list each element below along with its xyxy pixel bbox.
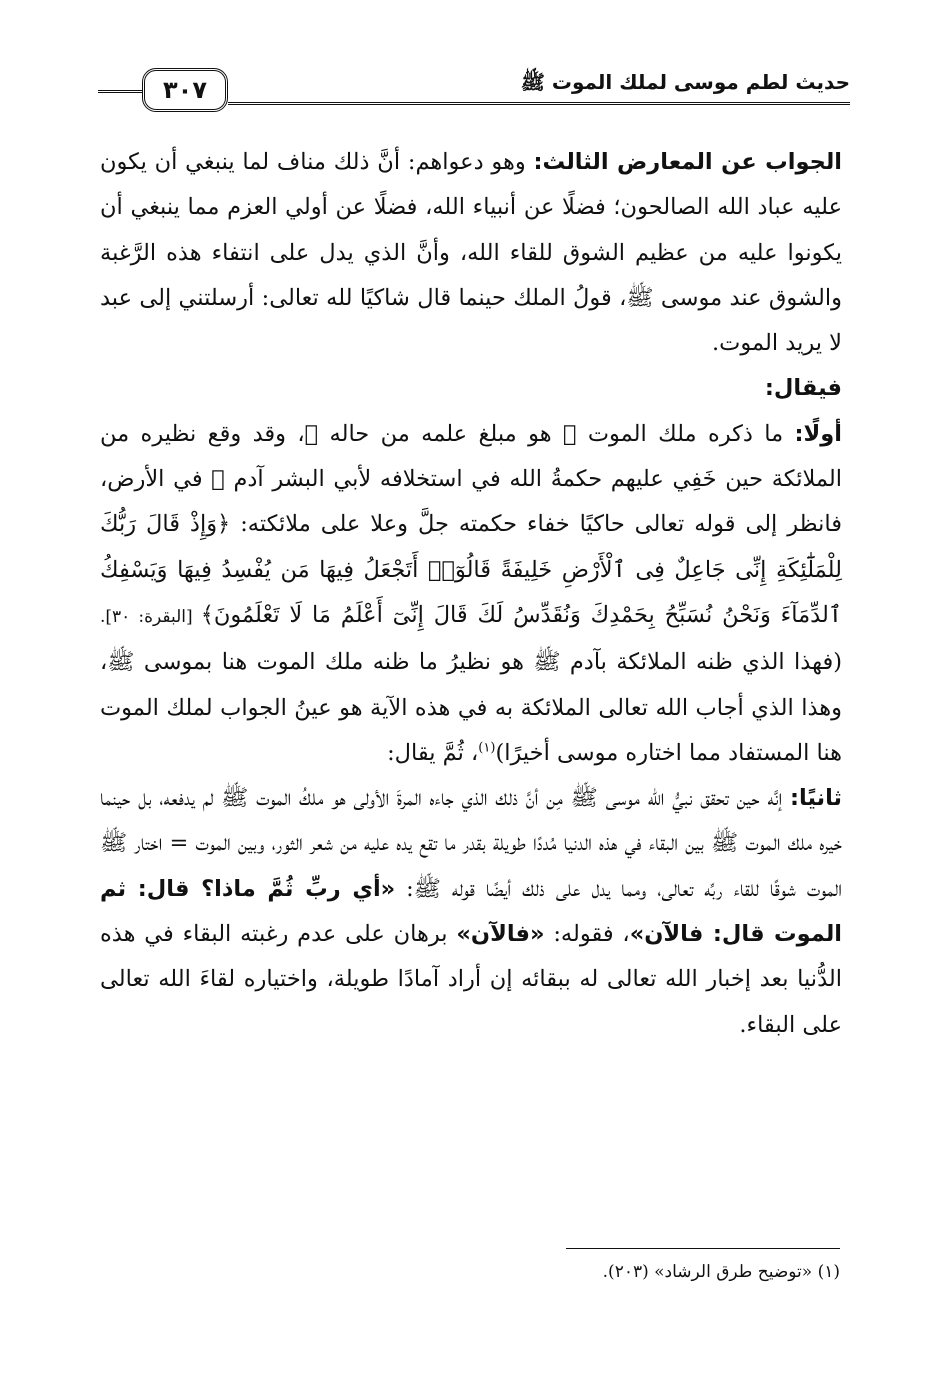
point-label: ثانيًا:: [790, 785, 842, 812]
paragraph-text: (فهذا الذي ظنه الملائكة بآدم ﷺ هو نظيرُ ما ظنه ملك الموت هنا بموسى ﷺ، وهذا الذي أجاب الله تعالى الملائكة به في هذه الآية هو عينُ الجواب لملك الموت هنا المستفاد مما اختاره موسى أخيرًا): [100, 649, 842, 766]
section-heading: فيقال:: [764, 375, 842, 402]
hadith-quote-short: «فالآن»: [456, 921, 545, 948]
paragraph-text: وهو دعواهم: أنَّ ذلك مناف لما ينبغي أن يكون عليه عباد الله الصالحون؛ فضلًا عن أنبياء الله، فضلًا عن أولي العزم مما ينبغي أن يكونوا عليه من عظيم الشوق للقاء الله، وأنَّ الذي يدل على انتفاء هذه الرَّغبة والشوق عند موسى ﷺ، قولُ الملك حينما قال شاكيًا لله تعالى: أرسلتني إلى عبد لا يريد الموت.: [100, 149, 842, 357]
footnote: (١) «توضيح طرق الرشاد» (٢٠٣).: [602, 1262, 840, 1282]
paragraph-second-point: [100, 776, 842, 1048]
running-title: حديث لطم موسى لملك الموت ﷺ: [520, 70, 850, 94]
footnote-separator: [566, 1248, 840, 1249]
main-text: [100, 140, 842, 1048]
paragraph-text: ، فقوله:: [544, 921, 630, 948]
paragraph-reply-intro: [100, 366, 842, 411]
page-header: [98, 62, 850, 120]
point-label: أولًا:: [794, 420, 842, 447]
paragraph-text: ما ذكره ملك الموت ﷺ هو مبلغ علمه من حاله ﷺ، وقد وقع نظيره من الملائكة حين خَفِي عليهم حكمةُ الله في استخلافه لأبي البشر آدم ﷺ في الأرض، فانظر إلى قوله تعالى حاكيًا خفاء حكمته جلَّ وعلا على ملائكته:: [100, 420, 842, 538]
header-rule-left: [98, 90, 142, 93]
verse-reference: [البقرة: ٣٠].: [100, 606, 201, 627]
paragraph-text: برهان على عدم رغبته البقاء في هذه الدُّنيا بعد إخبار الله تعالى له ببقائه إن أراد آمادًا طويلة، واختياره لقاءَ الله تعالى على البقاء.: [100, 921, 842, 1038]
quran-verse: ﴿وَإِذْ قَالَ رَبُّكَ لِلْمَلَٰٓئِكَةِ إِنِّى جَاعِلٌ فِى ٱلْأَرْضِ خَلِيفَةً قَالُوٓا۟ أَتَجْعَلُ فِيهَا مَن يُفْسِدُ فِيهَا وَيَسْفِكُ ٱلدِّمَآءَ وَنَحْنُ نُسَبِّحُ بِحَمْدِكَ وَنُقَدِّسُ لَكَ قَالَ إِنِّىٓ أَعْلَمُ مَا لَا تَعْلَمُونَ﴾: [100, 511, 842, 628]
hadith-quote: «أي ربِّ ثُمَّ ماذا؟ قال: ثم الموت قال: فالآن»: [100, 875, 842, 948]
paragraph-third-objection: [100, 140, 842, 366]
paragraph-text: ، ثُمَّ يقال:: [387, 739, 479, 766]
section-heading: الجواب عن المعارض الثالث:: [533, 149, 842, 175]
paragraph-text: إنَّه حين تحقق نبيُّ الله موسى ﷺ مِن أنَّ ذلك الذي جاءه المرةَ الأولى هو ملكُ الموت ﷺ لم يدفعه، بل حينما خيره ملك الموت ﷺ بين البقاء في هذه الدنيا مُددًا طويلة بقدر ما تقع يده عليه من شعر الثور، وبين الموت = اختار ﷺ الموت شوقًا للقاء ربِّه تعالى، ومما يدل على ذلك أيضًا قوله ﷺ:: [100, 785, 842, 902]
footnote-marker[interactable]: (١): [478, 740, 496, 756]
header-rule-right: [228, 102, 850, 105]
paragraph-first-point: [100, 412, 842, 776]
page-number-badge: [142, 68, 228, 112]
page-number: ٣٠٧: [163, 76, 207, 104]
